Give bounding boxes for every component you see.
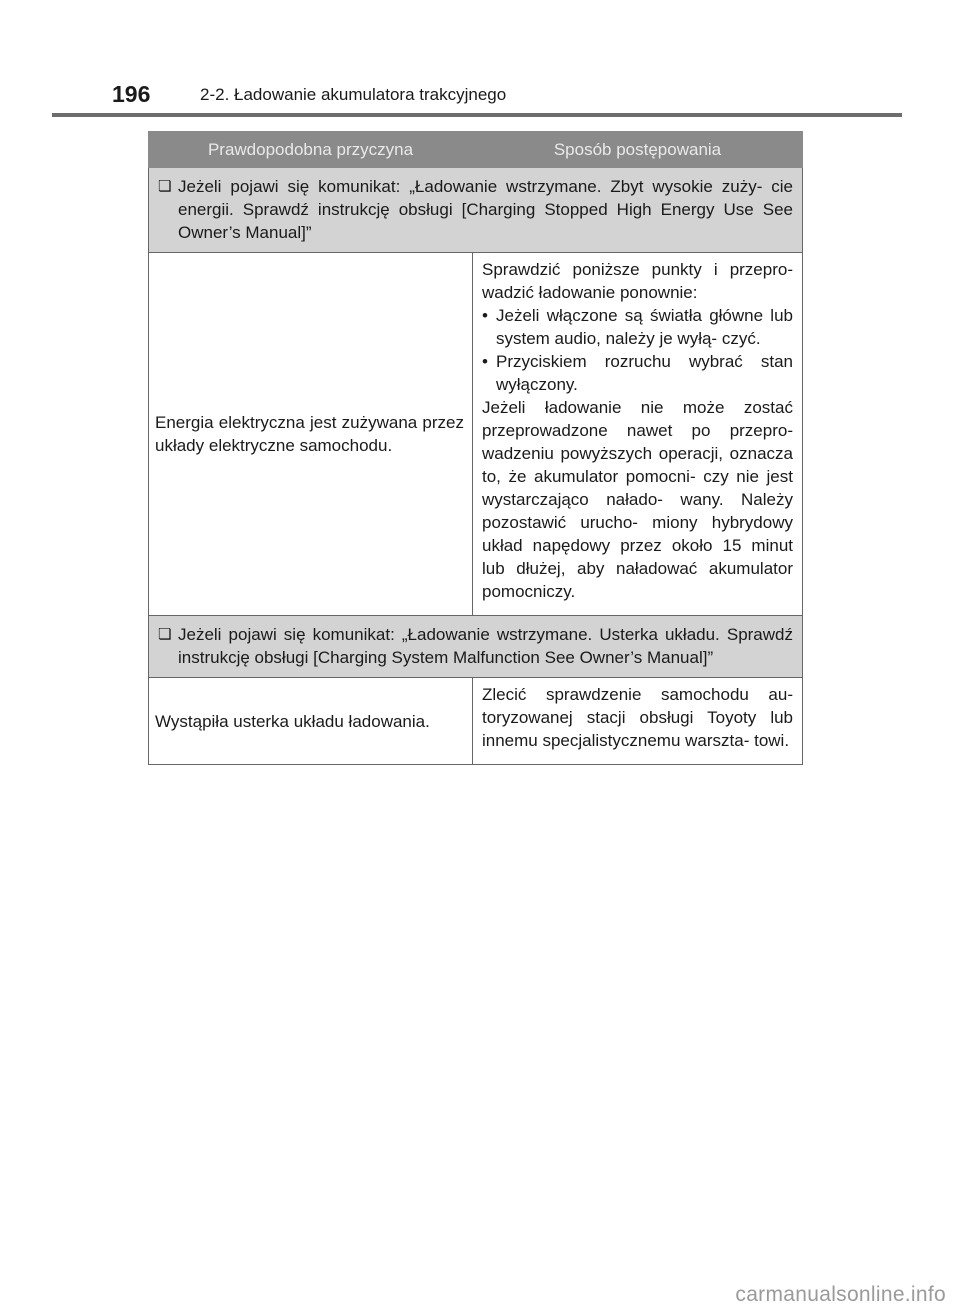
- table-row: [149, 253, 803, 616]
- remedy-cell: [473, 678, 803, 765]
- checkbox-icon: ❏: [158, 626, 172, 643]
- remedy-outro: Jeżeli ładowanie nie może zostać przeprowadzone nawet po przepro- wadzeniu powyższych operacji, oznacza to, że akumulator pomocni- czy nie jest wystarczająco nałado- wany. Należy pozostawić urucho- miony hybrydowy układ napędowy przez około 15 minut lub dłużej, aby naładować akumulator pomocniczy.: [482, 398, 793, 601]
- remedy-intro: Zlecić sprawdzenie samochodu au- toryzowanej stacji obsługi Toyoty lub innemu specjalistycznemu warszta- towi.: [482, 685, 793, 750]
- section-title: 2-2. Ładowanie akumulatora trakcyjnego: [200, 85, 507, 104]
- bullet-text: Przyciskiem rozruchu wybrać stan wyłączony.: [496, 352, 793, 394]
- checkbox-icon: ❏: [158, 178, 172, 195]
- message-row: [149, 616, 803, 678]
- cause-text: Wystąpiła usterka układu ładowania.: [155, 711, 430, 731]
- message-text: Jeżeli pojawi się komunikat: „Ładowanie wstrzymane. Zbyt wysokie zuży- cie energii. Sprawdź instrukcję obsługi [Charging Stopped High Energy Use See Owner’s Manual]”: [178, 177, 793, 242]
- bullet-item: [482, 350, 793, 396]
- troubleshooting-table: [148, 131, 803, 765]
- bullet-item: [482, 304, 793, 350]
- message-row: [149, 168, 803, 253]
- message-line: [158, 175, 793, 244]
- remedy-intro: Sprawdzić poniższe punkty i przepro- wadzić ładowanie ponownie:: [482, 260, 793, 302]
- column-header-remedy: Sposób postępowania: [473, 132, 803, 168]
- watermark: carmanualsonline.info: [735, 1283, 946, 1306]
- remedy-cell: [473, 253, 803, 616]
- page-header: [112, 80, 902, 114]
- bullet-text: Jeżeli włączone są światła główne lub system audio, należy je wyłą- czyć.: [496, 306, 793, 348]
- header-divider: [52, 113, 902, 117]
- message-text: Jeżeli pojawi się komunikat: „Ładowanie wstrzymane. Usterka układu. Sprawdź instrukcję obsługi [Charging System Malfunction See Owner’s Manual]”: [178, 625, 793, 667]
- message-line: [158, 623, 793, 669]
- table-header-row: [149, 132, 803, 168]
- table-row: [149, 678, 803, 765]
- cause-text: Energia elektryczna jest zużywana przez układy elektryczne samochodu.: [155, 413, 464, 455]
- column-header-cause: Prawdopodobna przyczyna: [149, 132, 473, 168]
- page-number: 196: [112, 81, 151, 107]
- bullet-icon: •: [482, 306, 488, 325]
- bullet-icon: •: [482, 352, 488, 371]
